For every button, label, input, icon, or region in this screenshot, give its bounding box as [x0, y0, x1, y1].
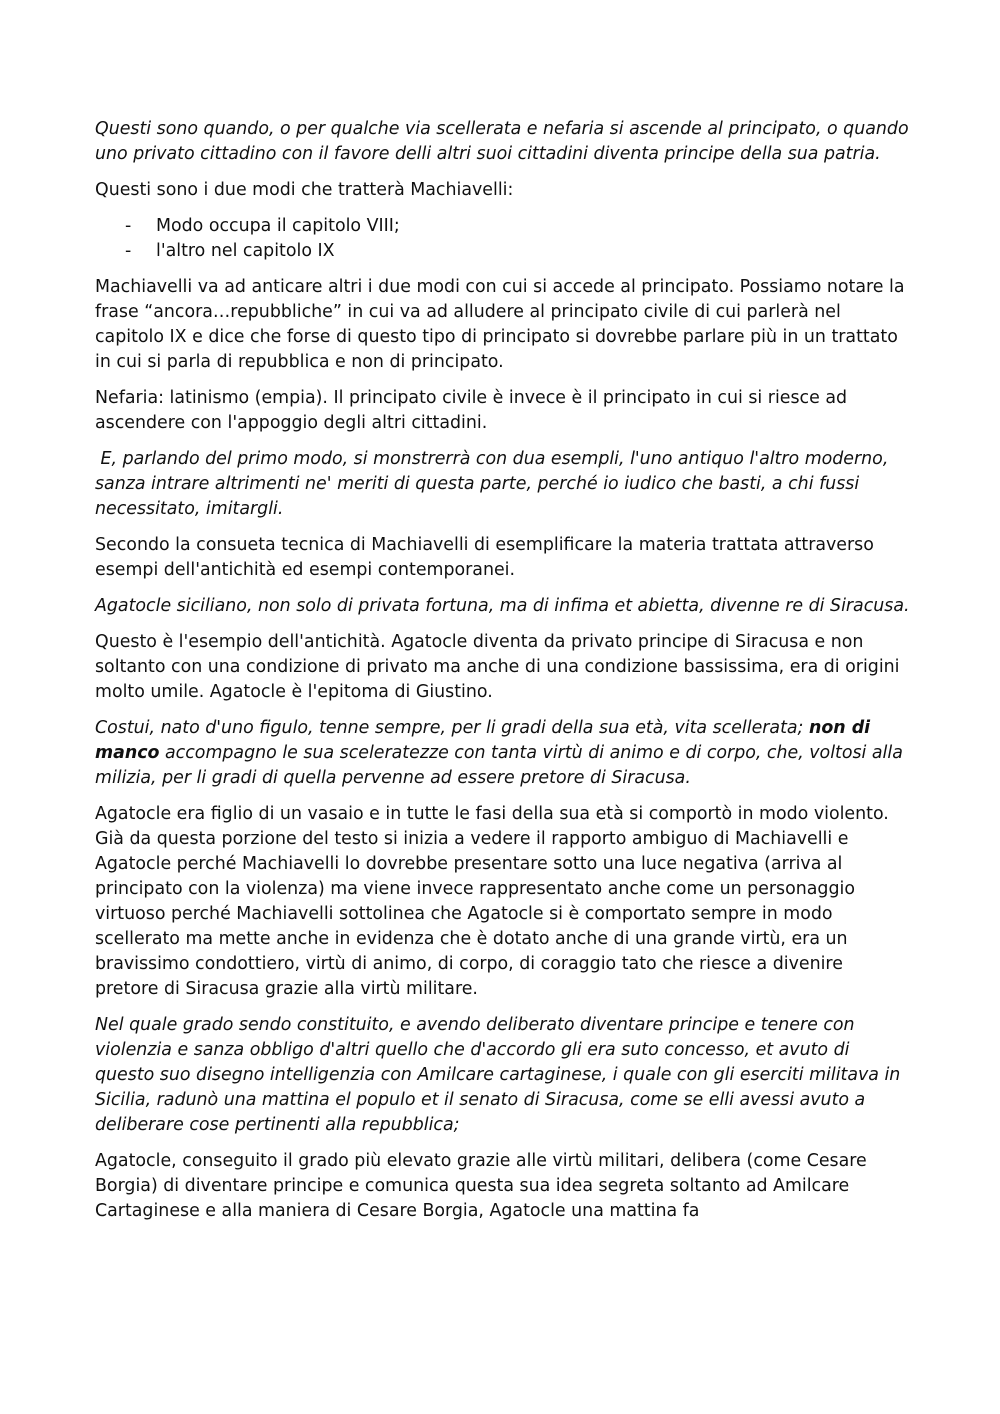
document-page: [95, 117, 910, 1235]
quote-text: accompagno le sua sceleratezze con tanta virtù di animo e di corpo, che, voltosi alla milizia, per li gradi di quella pervenne ad essere pretore di Siracusa.: [95, 743, 903, 788]
commentary-paragraph-10: Agatocle era figlio di un vasaio e in tutte le fasi della sua età si comportò in modo violento. Già da questa porzione del testo si inizia a vedere il rapporto ambiguo di Machiavelli e Agatocle perché Machiavelli lo dovrebbe presentare sotto una luce negativa (arriva al principato con la violenza) ma viene invece rappresentato anche come un personaggio virtuoso perché Machiavelli sottolinea che Agatocle si è comportato sempre in modo scellerato ma mette anche in evidenza che è dotato anche di una grande virtù, era un bravissimo condottiero, virtù di animo, di corpo, di coraggio tato che riesce a divenire pretore di Siracusa grazie alla virtù militare.: [95, 804, 889, 999]
commentary-paragraph-2: Questi sono i due modi che tratterà Machiavelli:: [95, 180, 514, 200]
quote-paragraph-9: [95, 716, 910, 791]
list-marker: -: [125, 241, 132, 261]
quote-paragraph-5: E, parlando del primo modo, si monstrerrà con dua esempli, l'uno antiquo l'altro moderno, sanza intrare altrimenti ne' meriti di questa parte, perché io iudico che basti, a chi fussi necessitato, imitargli.: [95, 449, 894, 519]
commentary-paragraph-12: Agatocle, conseguito il grado più elevato grazie alle virtù militari, delibera (come Cesare Borgia) di diventare principe e comunica questa sua idea segreta soltanto ad Amilcare Cartaginese e alla maniera di Cesare Borgia, Agatocle una mattina fa: [95, 1151, 867, 1221]
list-item: [95, 239, 910, 264]
commentary-paragraph-4: Nefaria: latinismo (empia). Il principato civile è invece è il principato in cui si riesce ad ascendere con l'appoggio degli altri cittadini.: [95, 388, 848, 433]
quote-text: Costui, nato d'uno figulo, tenne sempre, per li gradi della sua età, vita scellerata;: [95, 718, 809, 738]
list-item-text: Modo occupa il capitolo VIII;: [156, 216, 400, 236]
commentary-paragraph-8: Questo è l'esempio dell'antichità. Agatocle diventa da privato principe di Siracusa e non soltanto con una condizione di privato ma anche di una condizione bassissima, era di origini molto umile. Agatocle è l'epitoma di Giustino.: [95, 632, 900, 702]
quote-paragraph-11: Nel quale grado sendo constituito, e avendo deliberato diventare principe e tenere con violenzia e sanza obbligo d'altri quello che d'accordo gli era suto concesso, et avuto di questo suo disegno intelligenzia con Amilcare cartaginese, i quale con gli eserciti militava in Sicilia, radunò una mattina el populo et il senato di Siracusa, come se elli avessi avuto a deliberare cose pertinenti alla repubblica;: [95, 1015, 901, 1135]
list-item: [95, 214, 910, 239]
commentary-paragraph-3: Machiavelli va ad anticare altri i due modi con cui si accede al principato. Possiamo notare la frase “ancora…repubbliche” in cui va ad alludere al principato civile di cui parlerà nel capitolo IX e dice che forse di questo tipo di principato si dovrebbe parlare più in un trattato in cui si parla di repubblica e non di principato.: [95, 277, 905, 372]
commentary-paragraph-6: Secondo la consueta tecnica di Machiavelli di esemplificare la materia trattata attraverso esempi dell'antichità ed esempi contemporanei.: [95, 535, 874, 580]
quote-paragraph-1: Questi sono quando, o per qualche via scellerata e nefaria si ascende al principato, o quando uno privato cittadino con il favore delli altri suoi cittadini diventa principe della sua patria.: [95, 119, 909, 164]
quote-paragraph-7: Agatocle siciliano, non solo di privata fortuna, ma di infima et abietta, divenne re di Siracusa.: [95, 596, 910, 616]
list-item-text: l'altro nel capitolo IX: [156, 241, 335, 261]
list-marker: -: [125, 216, 132, 236]
dash-list: [95, 214, 910, 264]
bold-phrase: non di manco: [95, 718, 871, 763]
